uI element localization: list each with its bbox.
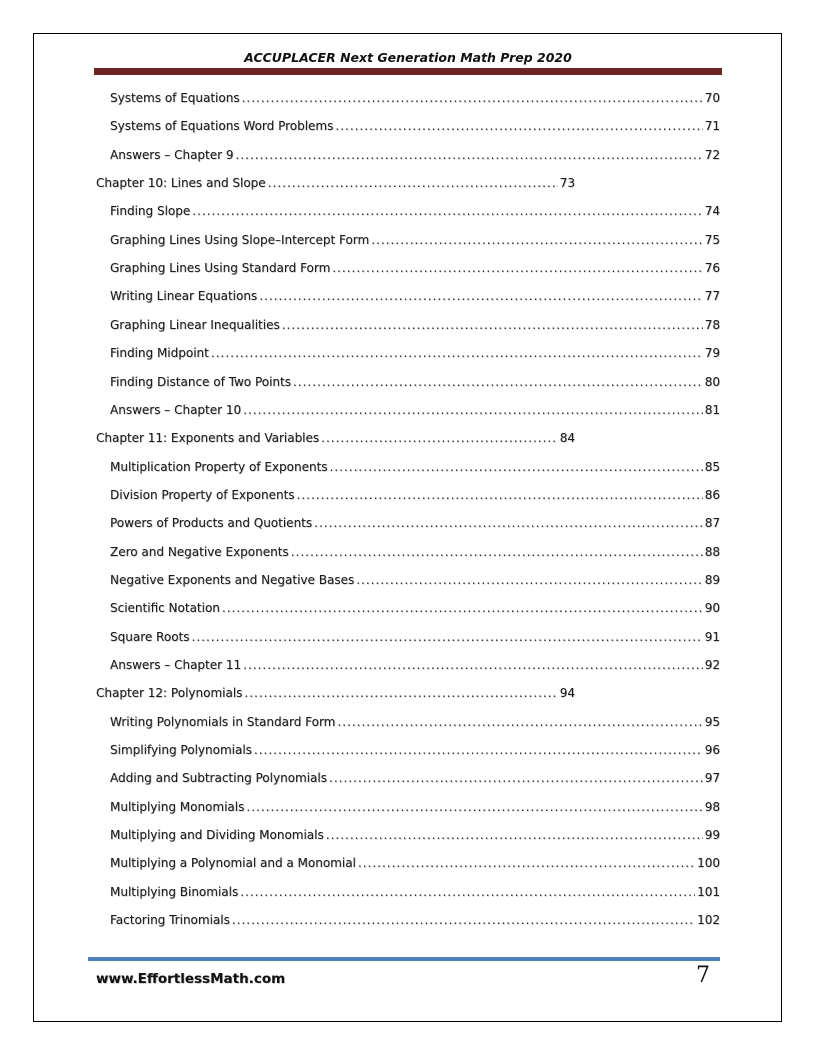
header-rule [94, 68, 722, 75]
toc-entry[interactable] [110, 261, 720, 279]
toc-entry-page: 84 [559, 431, 575, 446]
toc-entry[interactable] [110, 545, 720, 563]
toc-entry-label: Zero and Negative Exponents [110, 544, 289, 559]
toc-entry-page: 76 [704, 261, 720, 276]
dot-leader [222, 601, 703, 615]
toc-entry[interactable] [110, 91, 720, 109]
toc-entry[interactable] [110, 743, 720, 761]
dot-leader [246, 800, 702, 814]
dot-leader [282, 318, 703, 332]
toc-entry-label: Factoring Trinomials [110, 913, 230, 928]
toc-entry-page: 70 [704, 91, 720, 105]
dot-leader [240, 885, 695, 899]
toc-entry[interactable] [110, 289, 720, 307]
dot-leader [242, 91, 703, 105]
dot-leader [337, 715, 702, 729]
toc-entry[interactable] [110, 148, 720, 166]
dot-leader [293, 375, 703, 389]
toc-entry-label: Simplifying Polynomials [110, 743, 252, 758]
toc-entry[interactable] [110, 771, 720, 789]
dot-leader [321, 431, 558, 445]
toc-entry[interactable] [110, 488, 720, 506]
dot-leader [192, 204, 702, 218]
toc-entry-label: Multiplying a Polynomial and a Monomial [110, 856, 356, 871]
footer-url[interactable]: www.EffortlessMath.com [96, 971, 286, 987]
toc-entry-label: Systems of Equations [110, 91, 240, 105]
dot-leader [371, 233, 703, 247]
toc-entry-page: 72 [704, 147, 720, 162]
toc-chapter-entry[interactable] [96, 431, 575, 449]
toc-chapter-entry[interactable] [96, 176, 575, 194]
toc-entry-page: 77 [704, 289, 720, 304]
dot-leader [243, 403, 703, 417]
toc-entry-label: Finding Distance of Two Points [110, 374, 291, 389]
toc-entry[interactable] [110, 573, 720, 591]
toc-entry-page: 101 [697, 884, 720, 899]
toc-entry-label: Square Roots [110, 629, 190, 644]
toc-entry-label: Chapter 10: Lines and Slope [96, 176, 266, 191]
toc-entry[interactable] [110, 403, 720, 421]
dot-leader [232, 913, 695, 927]
dot-leader [259, 289, 703, 303]
toc-entry[interactable] [110, 460, 720, 478]
toc-entry-page: 79 [704, 346, 720, 361]
dot-leader [211, 346, 703, 360]
dot-leader [192, 630, 703, 644]
toc-entry-label: Answers – Chapter 9 [110, 147, 234, 162]
toc-entry-page: 85 [704, 459, 720, 474]
toc-entry[interactable] [110, 601, 720, 619]
toc-entry-page: 80 [704, 374, 720, 389]
toc-entry[interactable] [110, 516, 720, 534]
toc-entry[interactable] [110, 630, 720, 648]
toc-entry[interactable] [110, 119, 720, 137]
footer-rule [88, 957, 720, 961]
toc-entry-label: Systems of Equations Word Problems [110, 119, 334, 134]
toc-entry-page: 92 [704, 658, 720, 672]
dot-leader [326, 828, 703, 842]
toc-chapter-entry[interactable] [96, 686, 575, 704]
toc-entry[interactable] [110, 204, 720, 222]
dot-leader [330, 460, 703, 474]
toc-entry-page: 89 [704, 572, 720, 587]
toc-entry-page: 97 [704, 771, 720, 786]
toc-entry-label: Graphing Lines Using Slope–Intercept Form [110, 232, 370, 247]
toc-entry[interactable] [110, 318, 720, 336]
toc-entry[interactable] [110, 375, 720, 393]
toc-entry-label: Chapter 12: Polynomials [96, 686, 243, 701]
toc-entry[interactable] [110, 715, 720, 733]
toc-entry[interactable] [110, 346, 720, 364]
dot-leader [243, 658, 703, 672]
toc-entry[interactable] [110, 856, 720, 874]
dot-leader [297, 488, 703, 502]
toc-entry-label: Adding and Subtracting Polynomials [110, 771, 327, 786]
toc-entry-page: 71 [704, 119, 720, 134]
toc-entry-label: Graphing Lines Using Standard Form [110, 261, 331, 276]
toc-entry-page: 81 [704, 402, 720, 417]
toc-entry-page: 74 [704, 204, 720, 219]
toc-entry-page: 99 [704, 828, 720, 843]
dot-leader [254, 743, 703, 757]
header-title: ACCUPLACER Next Generation Math Prep 2020 [244, 50, 572, 65]
toc-entry-page: 73 [559, 176, 575, 191]
toc-entry[interactable] [110, 885, 720, 903]
toc-entry-page: 86 [704, 487, 720, 502]
dot-leader [268, 176, 558, 190]
toc-entry-page: 87 [704, 516, 720, 531]
toc-entry-page: 78 [704, 317, 720, 332]
toc-entry[interactable] [110, 828, 720, 846]
toc-entry-label: Division Property of Exponents [110, 487, 295, 502]
toc-entry-label: Scientific Notation [110, 601, 220, 616]
toc-entry[interactable] [110, 658, 720, 676]
toc-entry-label: Finding Midpoint [110, 346, 209, 361]
toc-entry-page: 100 [697, 856, 720, 871]
dot-leader [358, 856, 695, 870]
toc-entry-label: Multiplying Binomials [110, 884, 239, 899]
toc-entry-label: Multiplying and Dividing Monomials [110, 828, 324, 843]
toc-entry-page: 98 [704, 799, 720, 814]
page-number: 7 [696, 963, 710, 988]
dot-leader [329, 771, 703, 785]
toc-entry-page: 94 [559, 686, 575, 701]
toc-entry-label: Answers – Chapter 10 [110, 402, 242, 417]
toc-entry-page: 96 [704, 743, 720, 758]
toc-entry-label: Multiplication Property of Exponents [110, 459, 328, 474]
toc-entry[interactable] [110, 913, 720, 931]
toc-entry-page: 75 [704, 232, 720, 247]
toc-entry-label: Graphing Linear Inequalities [110, 317, 280, 332]
toc-entry-label: Chapter 11: Exponents and Variables [96, 431, 320, 446]
toc-entry-label: Writing Linear Equations [110, 289, 258, 304]
toc-entry[interactable] [110, 233, 720, 251]
dot-leader [356, 573, 703, 587]
dot-leader [332, 261, 702, 275]
toc-entry[interactable] [110, 800, 720, 818]
toc-entry-page: 102 [697, 913, 720, 928]
toc-entry-label: Finding Slope [110, 204, 191, 219]
dot-leader [314, 516, 703, 530]
toc-entry-page: 90 [704, 601, 720, 616]
toc-entry-label: Negative Exponents and Negative Bases [110, 572, 355, 587]
dot-leader [291, 545, 703, 559]
toc-entry-label: Writing Polynomials in Standard Form [110, 714, 336, 729]
dot-leader [236, 148, 703, 162]
dot-leader [244, 686, 557, 700]
toc-entry-page: 88 [704, 544, 720, 559]
toc-entry-page: 91 [704, 629, 720, 644]
toc-entry-label: Answers – Chapter 11 [110, 658, 242, 672]
dot-leader [335, 119, 702, 133]
toc-entry-label: Powers of Products and Quotients [110, 516, 313, 531]
toc-entry-page: 95 [704, 714, 720, 729]
toc-entry-label: Multiplying Monomials [110, 799, 245, 814]
